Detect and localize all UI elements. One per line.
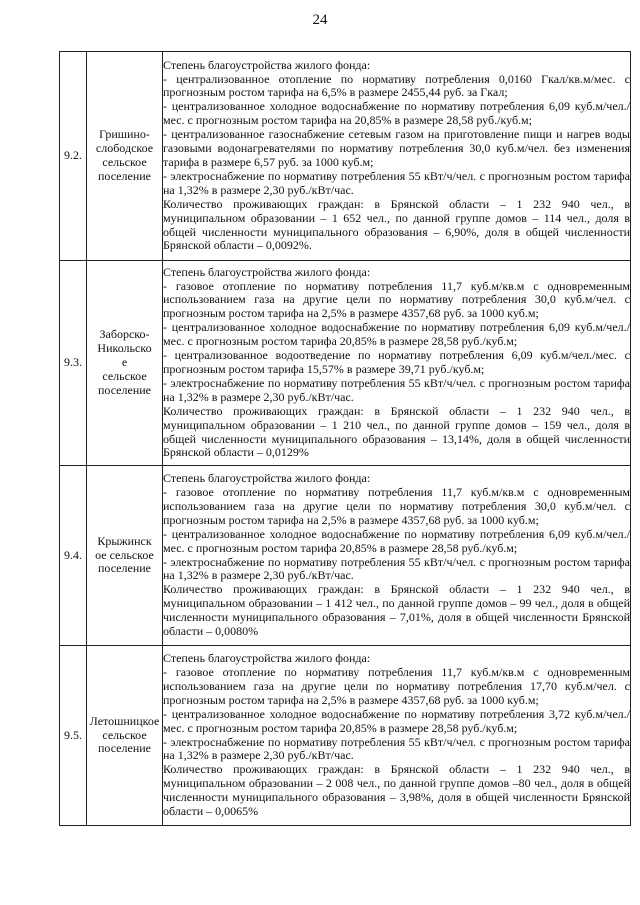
settlement-name: Гришино- слободское сельское поселение [87,52,163,261]
row-description [163,52,631,261]
description-line: Степень благоустройства жилого фонда: [163,57,371,72]
description-line: - электроснабжение по нормативу потребления 55 кВт/ч/чел. с прогнозным ростом тарифа на 1,32% в размере 2,30 руб./кВт/час. [163,375,630,404]
description-line: - электроснабжение по нормативу потребления 55 кВт/ч/чел. с прогнозным ростом тарифа на 1,32% в размере 2,30 руб./кВт/час. [163,554,630,583]
table-row [60,52,631,261]
settlement-name: Летошницкое сельское поселение [87,646,163,826]
description-line: Количество проживающих граждан: в Брянской области – 1 232 940 чел., в муниципальном образовании – 1 412 чел., по данной группе домов – 99 чел., доля в общей численности муниципального образования – 7,01%, доля в общей численности Брянской области – 0,0080% [163,582,630,639]
row-number: 9.2. [60,52,87,261]
description-line: Количество проживающих граждан: в Брянской области – 1 232 940 чел., в муниципальном образовании – 1 652 чел., по данной группе домов – 114 чел., доля в общей численности муниципального образования – 6,90%, доля в общей численности Брянской области – 0,0092%. [163,196,630,253]
settlement-name: Заборско- Никольско е сельское поселение [87,261,163,466]
row-number: 9.5. [60,646,87,826]
description-line: Степень благоустройства жилого фонда: [163,651,371,666]
page-number: 24 [312,12,328,28]
description-line: - централизованное холодное водоснабжение по нормативу потребления 6,09 куб.м/чел./мес. с прогнозным ростом тарифа 20,85% в размере 28,58 руб./куб.м; [163,526,630,555]
description-line: - централизованное холодное водоснабжение по нормативу потребления 6,09 куб.м/чел./мес. с прогнозным ростом тарифа на 20,85% в размере 28,58 руб./куб.м; [163,99,630,128]
row-description [163,466,631,646]
description-line: - газовое отопление по нормативу потребления 11,7 куб.м/кв.м с одновременным использованием газа на другие цели по нормативу потребления 30,0 куб.м/чел. с прогнозным ростом тарифа на 2,5% в размере 4357,68 руб. за 1000 куб.м; [163,484,630,527]
description-line: - централизованное водоотведение по нормативу потребления 6,09 куб.м/чел./мес. с прогнозным ростом тарифа 15,57% в размере 39,71 руб./куб.м; [163,348,630,376]
settlement-name: Крыжинск ое сельское поселение [87,466,163,646]
row-description [163,646,631,826]
row-number: 9.4. [60,466,87,646]
row-number: 9.3. [60,261,87,466]
description-line: Количество проживающих граждан: в Брянской области – 1 232 940 чел., в муниципальном образовании – 2 008 чел., по данной группе домов –80 чел., доля в общей численности муниципального образования – 3,98%, доля в общей численности Брянской области – 0,0065% [163,762,630,819]
description-line: - газовое отопление по нормативу потребления 11,7 куб.м/кв.м с одновременным использованием газа на другие цели по нормативу потребления 30,0 куб.м/чел. с прогнозным ростом тарифа на 2,5% в размере 4357,68 руб. за 1000 куб.м; [163,278,630,321]
description-line: Степень благоустройства жилого фонда: [163,471,371,486]
table-row [60,466,631,646]
table-row [60,261,631,466]
description-line: - электроснабжение по нормативу потребления 55 кВт/ч/чел. с прогнозным ростом тарифа на 1,32% в размере 2,30 руб./кВт/час. [163,168,630,197]
description-line: - электроснабжение по нормативу потребления 55 кВт/ч/чел. с прогнозным ростом тарифа на 1,32% в размере 2,30 руб./кВт/час. [163,734,630,763]
row-description [163,261,631,466]
description-line: - централизованное отопление по нормативу потребления 0,0160 Гкал/кв.м/мес. с прогнозным ростом тарифа на 6,5% в размере 2455,44 руб. за Гкал; [163,71,630,100]
description-line: Количество проживающих граждан: в Брянской области – 1 232 940 чел., в муниципальном образовании – 1 210 чел., по данной группе домов – 159 чел., доля в общей численности муниципального образования – 13,14%, доля в общей численности Брянской области – 0,0129% [163,403,630,460]
description-line: - централизованное холодное водоснабжение по нормативу потребления 3,72 куб.м/чел./мес. с прогнозным ростом тарифа 20,85% в размере 28,58 руб./куб.м; [163,706,630,735]
description-line: Степень благоустройства жилого фонда: [163,264,371,279]
description-line: - газовое отопление по нормативу потребления 11,7 куб.м/кв.м с одновременным использованием газа на другие цели по нормативу потребления 17,70 куб.м/чел. с прогнозным ростом тарифа на 2,5% в размере 4357,68 руб. за 1000 куб.м; [163,664,630,707]
description-line: - централизованное холодное водоснабжение по нормативу потребления 6,09 куб.м/чел./мес. с прогнозным ростом тарифа 20,85% в размере 28,58 руб./куб.м; [163,320,630,349]
table-row [60,646,631,826]
housing-table [59,51,631,826]
description-line: - централизованное газоснабжение сетевым газом на приготовление пищи и нагрев воды газовыми водонагревателями по нормативу потребления 30,0 куб.м/чел. без изменения тарифа в размере 6,57 руб. за 1000 куб.м; [163,127,630,169]
